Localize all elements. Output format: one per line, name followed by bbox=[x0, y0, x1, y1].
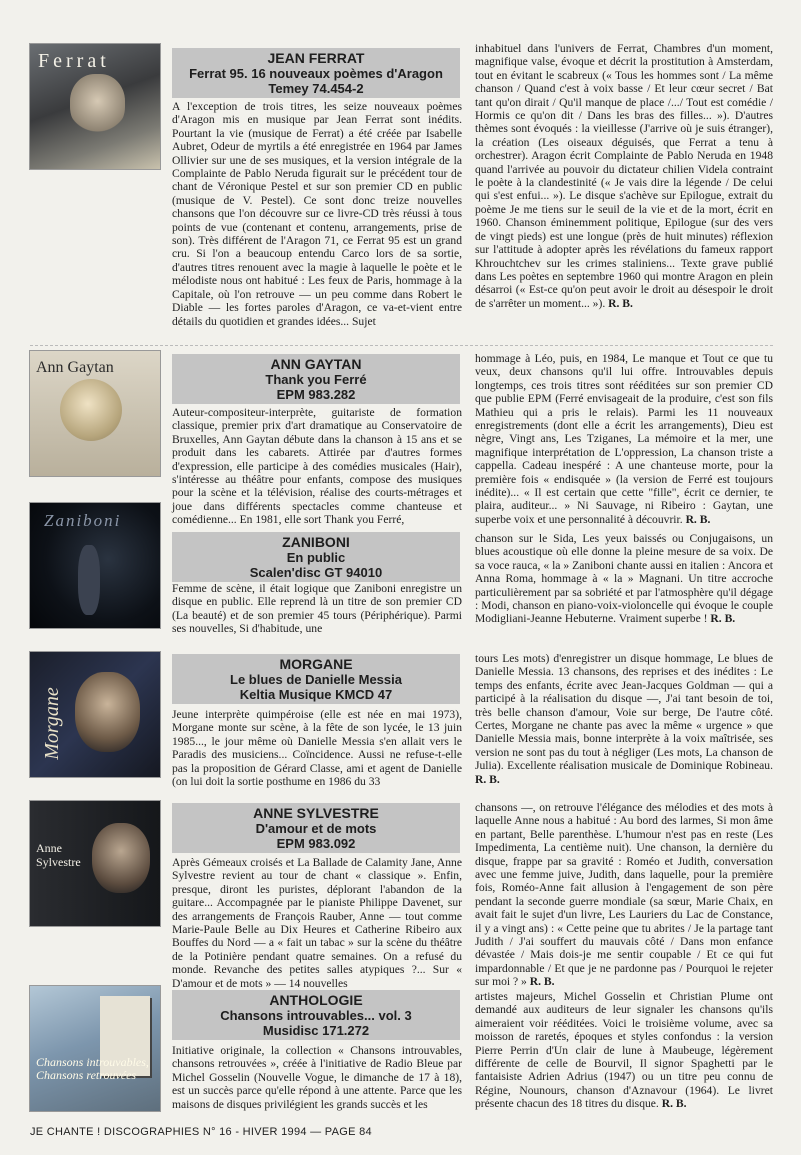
album-header bbox=[172, 354, 460, 404]
catalog-ref: EPM 983.092 bbox=[276, 836, 356, 851]
review-text-right bbox=[475, 990, 773, 1111]
review-text-left: A l'exception de trois titres, les seize nouveaux poèmes d'Aragon mis en musique par Jean Ferrat sont inédits. Pourtant la vie (musique de Ferrat) a été créée par Isabelle Aubret, Odeur de myrtils a été enregistrée en 1964 par James Ollivier sur une de ses musiques, et la version intégrale de la Complainte de Pablo Neruda figurait sur le précédent tour de chant de Véronique Pestel et sur son premier CD en public (musique de V. Pestel). Ce sont donc treize nouvelles chansons que l'on découvre sur ce livre-CD très réussi à tous points de vue (contenant et contenu, arrangements, prise de son). Très différent de l'Aragon 71, ce Ferrat 95 est un grand cru. Si l'on a beaucoup entendu Carco lors de sa sortie, d'autres titres renouent avec la magie à laquelle le poète et le mélodiste nous ont habitué : Les feux de Paris, hommage à la Capitale, où l'on retrouve — un peu comme dans Robert le Diable — les fortes paroles d'Aragon, ce va-et-vient entre détails du quotidien et grandes idées... Sujet bbox=[172, 100, 462, 328]
page-footer: JE CHANTE ! DISCOGRAPHIES N° 16 - HIVER 1994 — PAGE 84 bbox=[30, 1126, 372, 1138]
album-cover bbox=[30, 986, 160, 1111]
artist-name: ANN GAYTAN bbox=[270, 356, 362, 372]
album-title: Ferrat 95. 16 nouveaux poèmes d'Aragon bbox=[189, 66, 443, 81]
album-title: Chansons introuvables... vol. 3 bbox=[220, 1008, 412, 1023]
album-cover bbox=[30, 351, 160, 476]
album-cover bbox=[30, 801, 160, 926]
signature: R. B. bbox=[685, 512, 711, 526]
album-header bbox=[172, 990, 460, 1040]
cover-caption: Ferrat bbox=[38, 50, 110, 72]
album-title: D'amour et de mots bbox=[255, 821, 377, 836]
catalog-ref: Musidisc 171.272 bbox=[262, 1023, 370, 1038]
cover-caption: Zaniboni bbox=[44, 511, 122, 530]
review-text-left: Jeune interprète quimpéroise (elle est née en mai 1973), Morgane monte sur scène, à la fête de son lycée, le 13 juin 1985..., le jour même où Danielle Messia s'en allait vers le Paradis des musiciens... Coïncidence. Aussi ne refuse-t-elle pas la proposition de Gérard Classe, ami et agent de Danielle (on lui doit la sortie posthume en 1986 du 33 bbox=[172, 708, 462, 789]
album-header bbox=[172, 532, 460, 582]
album-title: En public bbox=[286, 550, 346, 565]
divider bbox=[30, 345, 773, 346]
review-text-left: Après Gémeaux croisés et La Ballade de Calamity Jane, Anne Sylvestre revient au tour de chant « classique ». Enfin, presque, diront les puristes, déplorant l'abandon de la guitare... Accompagnée par le pianiste Philippe Davenet, sur des arrangements de François Rauber, Anne — tout comme Marie-Paule Belle au Dix Heures et Catherine Ribeiro aux Bouffes du Nord — a « fait un tabac » sur la scène du théâtre de la Potinière pendant quatre semaines. On a refusé du monde. Revanche des petites salles atypiques ?... Sur « D'amour et de mots » — 14 nouvelles bbox=[172, 856, 462, 990]
signature: R. B. bbox=[475, 772, 500, 786]
signature: R. B. bbox=[529, 975, 555, 989]
catalog-ref: Keltia Musique KMCD 47 bbox=[239, 687, 393, 702]
album-cover bbox=[30, 503, 160, 628]
album-title: Le blues de Danielle Messia bbox=[230, 672, 402, 687]
review-text-right bbox=[475, 532, 773, 642]
album-cover bbox=[30, 44, 160, 169]
album-header bbox=[172, 654, 460, 704]
review-text-right bbox=[475, 352, 773, 524]
artist-name: ANNE SYLVESTRE bbox=[253, 805, 379, 821]
album-title: Thank you Ferré bbox=[265, 372, 367, 387]
album-header bbox=[172, 803, 460, 853]
signature: R. B. bbox=[661, 1097, 687, 1111]
review-text-right bbox=[475, 801, 773, 989]
review-text-left: Initiative originale, la collection « Chansons introuvables, chansons retrouvées », créée à l'initiative de Radio Bleue par Michel Gosselin (Nouvelle Vogue, le dimanche de 17 à 18), est un succès parce qu'elle répond à une attente. Parce que les maisons de disques privilégient les grands succès et les bbox=[172, 1044, 462, 1111]
artist-name: JEAN FERRAT bbox=[267, 50, 365, 66]
review-text-left: Femme de scène, il était logique que Zaniboni enregistre un disque en public. Elle reprend là un titre de son premier CD (La beauté) et de son premier 45 tours (Périphérique). Parmi ses nouvelles, Si d'habitude, une bbox=[172, 582, 462, 636]
review-text: chansons —, on retrouve l'élégance des mélodies et des mots à laquelle Anne nous a habitué : Au bord des larmes, Si mon âme en partant, Belle parenthèse. L'humour n'est pas en reste (Les Impedimenta, La centième nuit). Une chanson, la dernière du disque, frappe par sa gravité : Roméo et Judith, conversation avec une femme juive, Judith, dans laquelle, pour la première fois, Roméo-Anne fait allusion à l'engagement de son père pendant la seconde guerre mondiale (sa sœur, Marie Chaix, en avait fait le sujet d'un livre, Les Lauriers du Lac de Constance, il y a vingt ans) : « Cette peine que tu abrites / Je la partage tant Judith / J'ai souffert du mauvais côté / Dans mon enfance dévastée / Mais dois-je me sentir coupable / Et ce qui fut impardonnable / Et que je ne pardonne pas / Pourquoi le rejeter sur moi ? » bbox=[475, 801, 773, 989]
review-text: hommage à Léo, puis, en 1984, Le manque et Tout ce que tu veux, deux chansons qu'il lui offre. Introuvables depuis longtemps, ces trois titres sont rééditées sur son premier CD que publie EPM (Ferré envisageait de la produire, c'est son fils Mathieu qui a pris le relais). Parmi les 11 nouveaux enregistrements (dont elle a écrit les arrangements), Dieu est nègre, Vingt ans, Les Tziganes, La mémoire et la mer, une magnifique interprétation de L'oppression, La chanson triste a cappella. Cadeau inespéré : A une chanteuse morte, pour la première fois « endisquée » (la version de Ferré est toujours inédite)... « Il est certain que cette "fille", écrit ce dernier, te plaira, auditeur... » Ni Sauvage, ni Ribeiro : Gaytan, une superbe voix et une personnalité à découvrir. bbox=[475, 352, 773, 526]
cover-caption: Anne Sylvestre bbox=[36, 841, 81, 869]
review-text-right bbox=[475, 652, 773, 792]
review-text: chanson sur le Sida, Les yeux baissés ou Conjugaisons, un blues acoustique où elle donne la pleine mesure de sa voix. De sa voce rauca, « la » Zaniboni chante aussi en italien : Ancora et Anna Roma, hommage à « la » Magnani. Un titre accroche particulièrement par sa sobriété et par l'atmosphère qu'il dégage : Modi, chanson en piano-voix-violoncelle qui évoque le couple Modigliani-Jeanne Hebuterne. Vraiment superbe ! bbox=[475, 532, 773, 626]
catalog-ref: EPM 983.282 bbox=[276, 387, 356, 402]
catalog-ref: Temey 74.454-2 bbox=[268, 81, 364, 96]
cover-caption: Chansons introuvables, Chansons retrouvées bbox=[36, 1055, 149, 1082]
review-text: tours Les mots) d'enregistrer un disque hommage, Le blues de Danielle Messia. 13 chansons, des reprises et des inédites : Le temps des enfants, écrite avec Jean-Jacques Goldman — qui a participé à la réalisation du disque —, J'ai tant besoin de toi, très belle chanson d'amour, Voie sur berge, De l'autre côté. Certes, Morgane ne chante pas avec la même « urgence » que Danielle Messia mais, bonne interprète à la voix maîtrisée, ses version ne sont pas du tout à négliger (Les mots, La chanson de Julia). Excellente réalisation musicale de Dominique Robineau. bbox=[475, 652, 773, 773]
signature: R. B. bbox=[710, 612, 736, 626]
review-text: inhabituel dans l'univers de Ferrat, Chambres d'un moment, magnifique valse, évoque et décrit la prostitution à Amsterdam, tout en évitant le scabreux (« Tous les hommes sont / La même chanson / Quand c'est à voix basse / Et leur cœur secret / Bat tant qu'on dirait / Qu'il manque de place /.../ Tout est comédie / Hormis ce qu'on dit / Dans les bras des filles... »). D'autres thèmes sont évoqués : la vieillesse (J'arrive où je suis étranger), la création (Les oiseaux déguisés, que Ferrat a tenu à orchestrer). Aragon écrit Complainte de Pablo Neruda en 1948 quand l'arrivée au pouvoir du dictateur chilien Videla contraint le poète à la clandestinité (« Je vais dire la légende / De celui qui s'est enfui... »). Le disque s'achève sur Epilogue, extrait du poème Je me tiens sur le seuil de la vie et de la mort, écrit en 1960. Chanson éminemment politique, Epilogue (sur des vers de vingt pieds) est une longue (près de huit minutes) réflexion sur l'attitude à adopter après les révélations du fameux rapport Khrouchtchev sur les crimes staliniens... Texte grave publié dans Les poètes en septembre 1960 qui montre Aragon en plein désarroi (« Est-ce qu'on peut avoir le droit au désespoir le droit de s'arrêter un moment... »). bbox=[475, 42, 773, 310]
cover-caption: Ann Gaytan bbox=[36, 359, 114, 376]
artist-name: ZANIBONI bbox=[282, 534, 350, 550]
artist-name: MORGANE bbox=[279, 656, 353, 672]
catalog-ref: Scalen'disc GT 94010 bbox=[249, 565, 383, 580]
album-cover bbox=[30, 652, 160, 777]
album-header bbox=[172, 48, 460, 98]
review-text: artistes majeurs, Michel Gosselin et Christian Plume ont demandé aux auditeurs de leur signaler les chansons qu'ils aimeraient voir rééditées. Voici le troisième volume, avec sa moisson de raretés, époques et styles confondus : la version Pierre Perrin d'Un clair de lune à Maubeuge, légèrement différente de celle de Bourvil, Il signor Spaghetti par le fantaisiste Adrien Adrius (1947) ou un titre peu connu de Régine, Nounours, chanson d'Aznavour (1964). Le livret présente chacun des 18 titres du disque. bbox=[475, 990, 773, 1111]
signature: R. B. bbox=[608, 296, 633, 310]
artist-name: ANTHOLOGIE bbox=[269, 992, 363, 1008]
cover-caption: Morgane bbox=[40, 687, 63, 760]
review-text-left: Auteur-compositeur-interprète, guitariste de formation classique, premier prix d'art dramatique au Conservatoire de Bruxelles, Ann Gaytan débute dans la chanson à 15 ans et se produit dans les cabarets. Attirée par d'autres formes d'expression, elle participe à des comédies musicales (Hair), s'intéresse au théâtre pour enfants, compose des musiques pour la scène et la télévision, réalise des courts-métrages et joue dans différents spectacles comme chanteuse et comédienne... En 1981, elle sort Thank you Ferré, bbox=[172, 406, 462, 527]
review-text-right bbox=[475, 42, 773, 342]
